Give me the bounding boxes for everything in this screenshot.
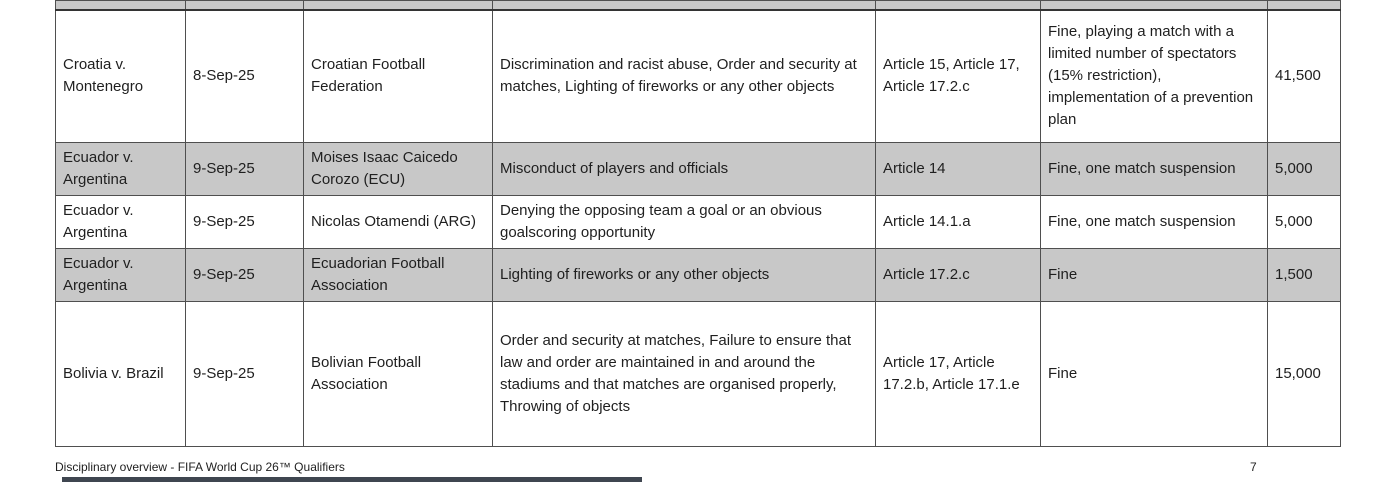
amount-cell: 5,000 (1268, 196, 1341, 249)
sanction-cell: Fine (1041, 249, 1268, 302)
party-cell: Nicolas Otamendi (ARG) (304, 196, 493, 249)
table-row (56, 10, 1341, 143)
sanction-cell: Fine, playing a match with a limited number of spectators (15% restriction), implementation of a prevention plan (1041, 10, 1268, 143)
page-footer (0, 457, 1387, 475)
articles-cell: Article 14 (876, 143, 1041, 196)
sanction-cell: Fine, one match suspension (1041, 143, 1268, 196)
date-cell: 9-Sep-25 (186, 302, 304, 447)
partial-cell (493, 1, 876, 10)
sanction-cell: Fine (1041, 302, 1268, 447)
offence-cell: Discrimination and racist abuse, Order and security at matches, Lighting of fireworks or any other objects (493, 10, 876, 143)
date-cell: 9-Sep-25 (186, 143, 304, 196)
offence-cell: Lighting of fireworks or any other objects (493, 249, 876, 302)
party-cell: Bolivian Football Association (304, 302, 493, 447)
match-cell: Ecuador v. Argentina (56, 249, 186, 302)
articles-cell: Article 17, Article 17.2.b, Article 17.1.e (876, 302, 1041, 447)
partial-cell (186, 1, 304, 10)
party-cell: Croatian Football Federation (304, 10, 493, 143)
partial-cell (1268, 1, 1341, 10)
partial-cell (876, 1, 1041, 10)
table-row (56, 196, 1341, 249)
articles-cell: Article 17.2.c (876, 249, 1041, 302)
partial-cell (56, 1, 186, 10)
date-cell: 9-Sep-25 (186, 249, 304, 302)
amount-cell: 1,500 (1268, 249, 1341, 302)
partial-top-row (56, 1, 1341, 10)
date-cell: 8-Sep-25 (186, 10, 304, 143)
sanction-cell: Fine, one match suspension (1041, 196, 1268, 249)
partial-cell (1041, 1, 1268, 10)
articles-cell: Article 14.1.a (876, 196, 1041, 249)
party-cell: Ecuadorian Football Association (304, 249, 493, 302)
disciplinary-table (55, 0, 1341, 447)
party-cell: Moises Isaac Caicedo Corozo (ECU) (304, 143, 493, 196)
date-cell: 9-Sep-25 (186, 196, 304, 249)
offence-cell: Misconduct of players and officials (493, 143, 876, 196)
disciplinary-table-body (56, 1, 1341, 447)
next-page-edge-bar (62, 477, 642, 482)
offence-cell: Order and security at matches, Failure to ensure that law and order are maintained in and around the stadiums and that matches are organised properly, Throwing of objects (493, 302, 876, 447)
footer-page-number: 7 (1250, 460, 1257, 474)
table-row (56, 143, 1341, 196)
partial-cell (304, 1, 493, 10)
match-cell: Ecuador v. Argentina (56, 196, 186, 249)
match-cell: Croatia v. Montenegro (56, 10, 186, 143)
amount-cell: 15,000 (1268, 302, 1341, 447)
match-cell: Ecuador v. Argentina (56, 143, 186, 196)
match-cell: Bolivia v. Brazil (56, 302, 186, 447)
table-row (56, 249, 1341, 302)
amount-cell: 5,000 (1268, 143, 1341, 196)
footer-title: Disciplinary overview - FIFA World Cup 26™ Qualifiers (55, 460, 345, 474)
amount-cell: 41,500 (1268, 10, 1341, 143)
articles-cell: Article 15, Article 17, Article 17.2.c (876, 10, 1041, 143)
table-row (56, 302, 1341, 447)
offence-cell: Denying the opposing team a goal or an obvious goalscoring opportunity (493, 196, 876, 249)
